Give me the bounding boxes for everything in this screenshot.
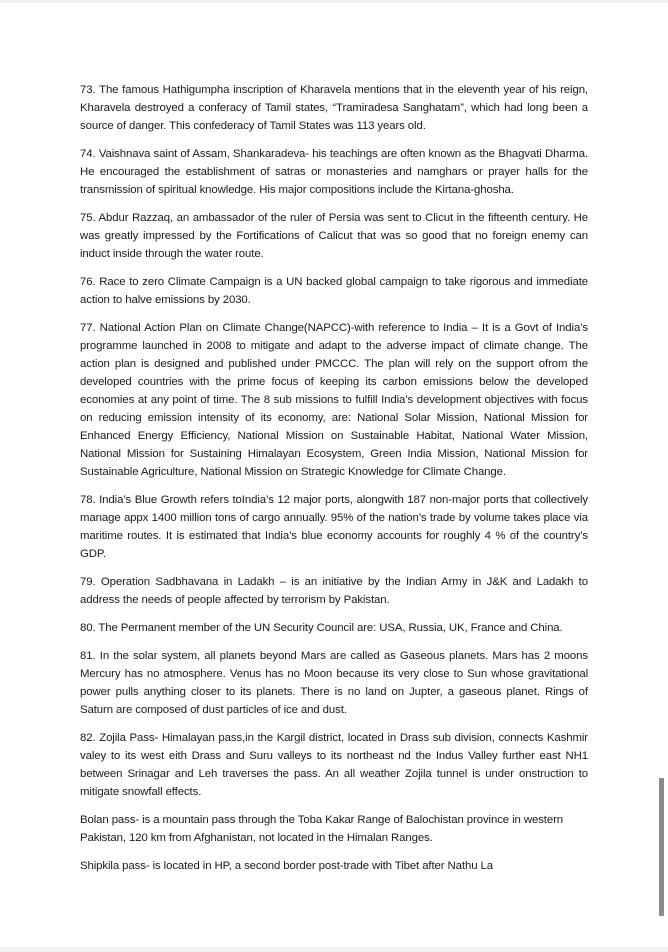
bottom-edge-strip	[0, 947, 668, 952]
paragraph-76: 76. Race to zero Climate Campaign is a UN backed global campaign to take rigorous and immediate action to halve emissions by 2030.	[80, 276, 588, 306]
vertical-scrollbar-thumb[interactable]	[659, 778, 664, 916]
paragraph-77: 77. National Action Plan on Climate Change(NAPCC)-with reference to India – It is a Govt of India’s programme launched in 2008 to mitigate and adapt to the adverse impact of climate change. The action plan is designed and published under PMCCC. The plan will rely on the support ofrom the developed countries with the prime focus of keeping its carbon emissions below the developed economies at any point of time. The 8 sub missions to fulfill India’s development objectives with focus on reducing emission intensity of its economy, are: National Solar Mission, National Mission for Enhanced Energy Efficiency, National Mission on Sustainable Habitat, National Water Mission, National Mission for Sustaining Himalayan Ecosystem, Green India Mission, National Mission for Sustainable Agriculture, National Mission on Strategic Knowledge for Climate Change.	[80, 322, 588, 478]
paragraph-73: 73. The famous Hathigumpha inscription of Kharavela mentions that in the eleventh year of his reign, Kharavela destroyed a conferacy of Tamil states, “Tramiradesa Sanghatam”, which had long been a source of danger. This confederacy of Tamil States was 113 years old.	[80, 84, 588, 132]
paragraph-bolan-pass: Bolan pass- is a mountain pass through the Toba Kakar Range of Balochistan province in western Pakistan, 120 km from Afghanistan, not located in the Himalan Ranges.	[80, 814, 564, 844]
paragraph-74: 74. Vaishnava saint of Assam, Shankaradeva- his teachings are often known as the Bhagvati Dharma. He encouraged the establishment of satras or monasteries and namghars or prayer halls for the transmission of spiritual knowledge. His major compositions include the Kirtana-ghosha.	[80, 148, 588, 196]
paragraph-81: 81. In the solar system, all planets beyond Mars are called as Gaseous planets. Mars has 2 moons Mercury has no atmosphere. Venus has no Moon because its very close to Sun whose gravitational power pulls anything closer to its planets. There is no land on Jupter, a gaseous planet. Rings of Saturn are composed of dust particles of ice and dust.	[80, 650, 588, 716]
paragraph-80: 80. The Permanent member of the UN Security Council are: USA, Russia, UK, France and China.	[80, 622, 563, 634]
paragraph-shipkila-pass: Shipkila pass- is located in HP, a second border post-trade with Tibet after Nathu La	[80, 860, 493, 872]
paragraph-78: 78. India’s Blue Growth refers toIndia’s 12 major ports, alongwith 187 non-major ports that collectively manage appx 1400 million tons of cargo annually. 95% of the nation’s trade by volume takes place via maritime routes. It is estimated that India’s blue economy accounts for roughly 4 % of the country’s GDP.	[80, 494, 588, 560]
document-page	[80, 81, 588, 885]
paragraph-82: 82. Zojila Pass- Himalayan pass,in the Kargil district, located in Drass sub division, connects Kashmir valey to its west eith Drass and Suru valleys to its northeast nd the Indus Valley further east NH1 between Srinagar and Leh traverses the pass. An all weather Zojila tunnel is under onstruction to mitigate snowfall effects.	[80, 732, 588, 798]
paragraph-75: 75. Abdur Razzaq, an ambassador of the ruler of Persia was sent to Clicut in the fifteenth century. He was greatly impressed by the Fortifications of Calicut that was so good that no foreign enemy can induct inside through the water route.	[80, 212, 588, 260]
top-edge-strip	[0, 0, 668, 3]
paragraph-79: 79. Operation Sadbhavana in Ladakh – is an initiative by the Indian Army in J&K and Ladakh to address the needs of people affected by terrorism by Pakistan.	[80, 576, 588, 606]
